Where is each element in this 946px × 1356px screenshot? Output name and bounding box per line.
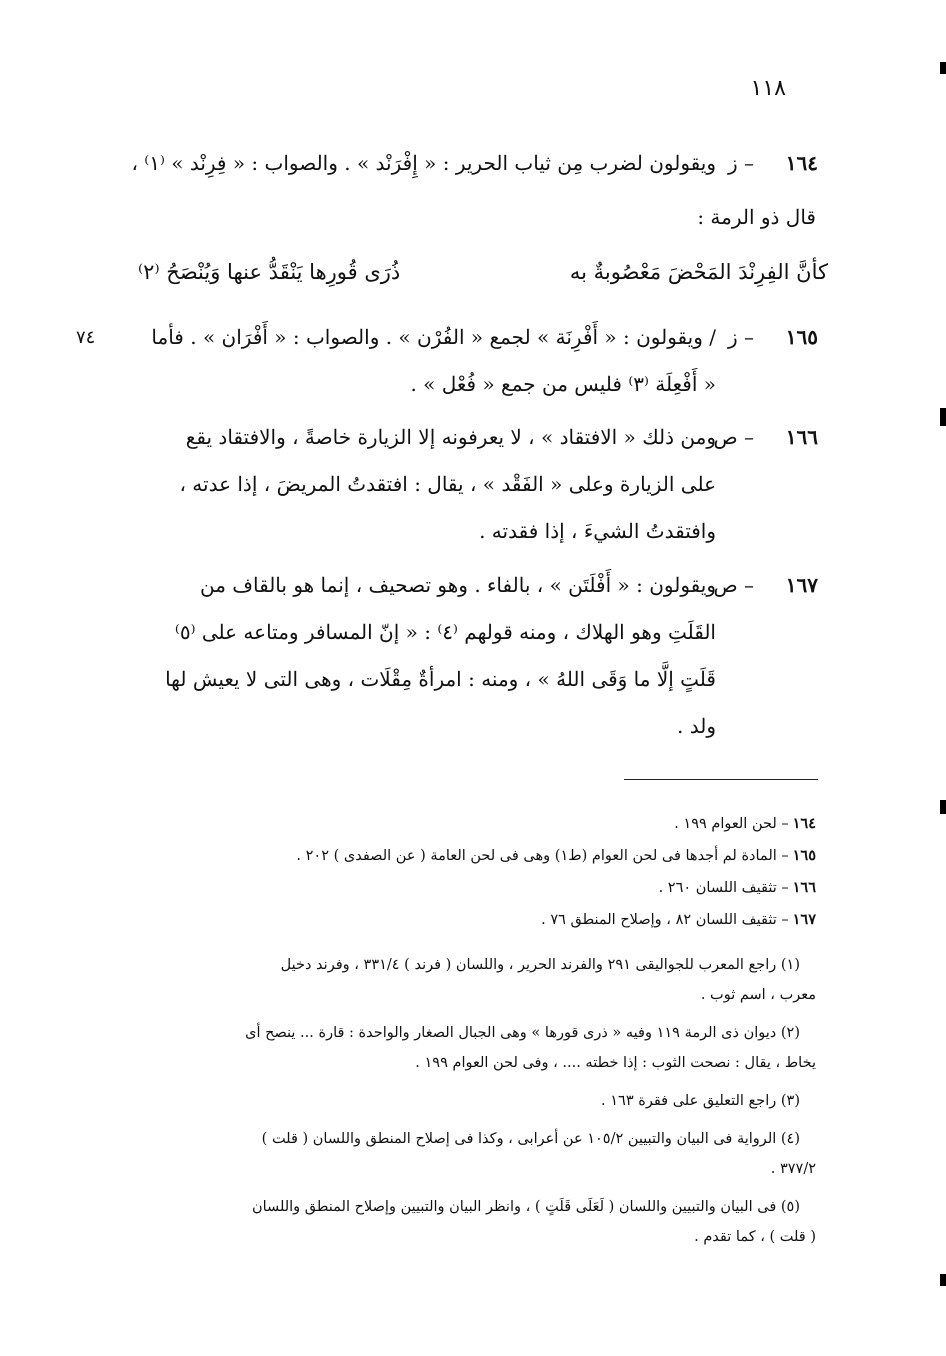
source-note xyxy=(126,840,816,872)
entry-code: – ص xyxy=(713,573,754,597)
page-number: ١١٨ xyxy=(750,76,786,101)
text-line: وافتقدتُ الشيءَ ، إذا فقدته . xyxy=(479,519,716,543)
entry-165 xyxy=(76,314,818,408)
verse-hemistich-second: ذُرَى قُورِها يَنْقَدُّ عنها وَيُنْصَحُ ⁽٢⁾ xyxy=(138,260,401,284)
source-text: – تثقيف اللسان ٨٢ ، وإصلاح المنطق ٧٦ . xyxy=(541,912,789,928)
source-number: ١٦٥ xyxy=(792,847,816,864)
text-line: / ويقولون : « أَفْرِنَة » لجمع « الفُرْن » . والصواب : « أَفْرَان » . فأما xyxy=(151,325,716,349)
source-note xyxy=(126,904,816,936)
verse-intro xyxy=(224,194,816,241)
footnote-line: ٣٧٧/٢ . xyxy=(770,1161,816,1177)
footnote-line: (٤) الرواية فى البيان والتبيين ١٠٥/٢ عن أعرابى ، وكذا فى إصلاح المنطق واللسان ( قلت ) xyxy=(261,1131,800,1147)
footnote-1 xyxy=(126,950,816,1010)
text-line: ويقولون : « أَفْلَتَن » ، بالفاء . وهو تصحيف ، إنما هو بالقاف من xyxy=(199,573,716,597)
text-line: ولد . xyxy=(677,714,716,738)
verse-hemistich-first: كأنَّ الفِرِنْدَ المَحْضَ مَعْصُوبةٌ به xyxy=(569,260,828,284)
source-text: – لحن العوام ١٩٩ . xyxy=(674,816,789,832)
entry-code: – ص xyxy=(713,425,754,449)
scan-edge-mark xyxy=(940,800,946,814)
source-number: ١٦٧ xyxy=(792,911,816,928)
footnotes-area xyxy=(126,808,816,1252)
entry-164 xyxy=(124,140,816,187)
source-text: – تثقيف اللسان ٢٦٠ . xyxy=(658,880,789,896)
text-line: قال ذو الرمة : xyxy=(697,205,816,229)
scan-edge-mark xyxy=(940,62,946,74)
text-line: ومن ذلك « الافتقاد » ، لا يعرفونه إلا الزيارة خاصةً ، والافتقاد يقع xyxy=(185,425,716,449)
margin-page-number: ٧٤ xyxy=(76,327,96,348)
entry-code: – ز xyxy=(727,151,754,175)
entry-number: ١٦٧ xyxy=(785,573,818,597)
entry-body xyxy=(124,140,716,187)
footnote-line: يخاط ، يقال : نصحت الثوب : إذا خطته .... ، وفى لحن العوام ١٩٩ . xyxy=(415,1055,816,1071)
footnote-5 xyxy=(126,1192,816,1252)
text-line: على الزيارة وعلى « الفَقْد » ، يقال : افتقدتُ المريضَ ، إذا عدته ، xyxy=(179,472,716,496)
entry-number: ١٦٦ xyxy=(785,425,818,449)
entry-167 xyxy=(124,562,816,750)
text-line: « أَفْعِلَة ⁽٣⁾ فليس من جمع « فُعْل » . xyxy=(410,372,716,396)
footnote-4 xyxy=(126,1124,816,1184)
source-note xyxy=(126,872,816,904)
footnote-line: (٣) راجع التعليق على فقرة ١٦٣ . xyxy=(601,1093,800,1109)
scan-edge-mark xyxy=(940,408,946,426)
entry-number: ١٦٥ xyxy=(785,325,818,349)
scan-edge-mark xyxy=(940,1274,946,1286)
entry-code: – ز xyxy=(727,325,754,349)
text-line: ويقولون لضرب مِن ثياب الحرير : « إِفْرَنْد » . والصواب : « فِرِنْد » ⁽١⁾ ، xyxy=(131,151,716,175)
text-line: قَلَتٍ إلَّا ما وَقَى اللهُ » ، ومنه : امرأةٌ مِقْلَات ، وهى التى لا يعيش لها xyxy=(165,667,716,691)
source-text: – المادة لم أجدها فى لحن العوام (ط١) وهى فى لحن العامة ( عن الصفدى ) ٢٠٢ . xyxy=(296,848,789,864)
footnote-line: (١) راجع المعرب للجواليقى ٢٩١ والفرند الحرير ، واللسان ( فرند ) ٣٣١/٤ ، وفرند دخيل xyxy=(280,957,800,973)
footnote-line: ( قلت ) ، كما تقدم . xyxy=(694,1229,816,1245)
entry-body xyxy=(124,414,716,555)
footnote-3 xyxy=(126,1086,816,1116)
poetry-verse xyxy=(138,244,828,300)
entry-166 xyxy=(124,414,816,555)
entry-body xyxy=(124,562,716,750)
source-note xyxy=(126,808,816,840)
entry-body xyxy=(124,314,716,408)
footnote-separator xyxy=(624,779,818,780)
footnote-2 xyxy=(126,1018,816,1078)
footnote-line: (٢) ديوان ذى الرمة ١١٩ وفيه « ذرى قورها » وهى الجبال الصغار والواحدة : قارة ... ينصح أى xyxy=(245,1025,800,1041)
source-number: ١٦٤ xyxy=(792,815,816,832)
footnote-line: (٥) فى البيان والتبيين واللسان ( لَعَلَى قَلَتٍ ) ، وانظر البيان والتبيين وإصلاح المنطق واللسان xyxy=(251,1199,800,1215)
entry-number: ١٦٤ xyxy=(785,151,818,175)
footnote-line: معرب ، اسم ثوب . xyxy=(700,987,816,1003)
source-number: ١٦٦ xyxy=(792,879,816,896)
text-line: القَلَتِ وهو الهلاك ، ومنه قولهم ⁽٤⁾ : « إنّ المسافر ومتاعه على ⁽٥⁾ xyxy=(174,620,716,644)
